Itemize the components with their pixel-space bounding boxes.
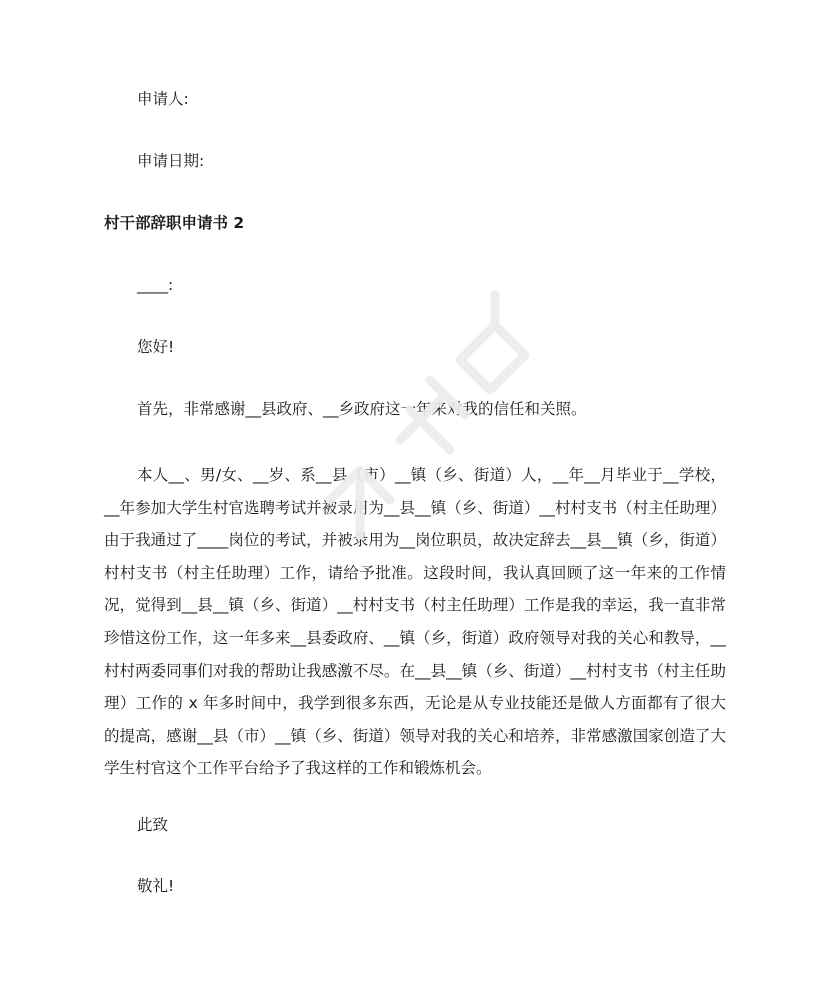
paragraph-thanks: 首先，非常感谢__县政府、__乡政府这一年来对我的信任和关照。: [137, 400, 587, 418]
document-title: 村干部辞职申请书 2: [104, 214, 245, 232]
paragraph-main-body: 本人__、男/女、__岁、系__县（市）__镇（乡、街道）人，__年__月毕业于__学校，__年参加大学生村官选聘考试并被录用为__县__镇（乡、街道）__村村支书（村主任助理）由于我通过了____岗位的考试，并被录用为__岗位职员，故决定辞去__县__镇（乡，街道）村村支书（村主任助理）工作，请给予批准。这段时间，我认真回顾了这一年来的工作情况，觉得到__县__镇（乡、街道）__村村支书（村主任助理）工作是我的幸运，我一直非常珍惜这份工作，这一年多来__县委政府、__镇（乡，街道）政府领导对我的关心和教导，__村村两委同事们对我的帮助让我感激不尽。在__县__镇（乡、街道）__村村支书（村主任助理）工作的 x 年多时间中，我学到很多东西，无论是从专业技能还是做人方面都有了很大的提高，感谢__县（市）__镇（乡、街道）领导对我的关心和培养，非常感激国家创造了大学生村官这个工作平台给予了我这样的工作和锻炼机会。: [104, 466, 726, 778]
greeting-line: 您好!: [137, 338, 175, 356]
salutation-line: ____:: [137, 276, 174, 294]
closing-cizhi: 此致: [137, 816, 169, 834]
closing-jingli: 敬礼!: [137, 877, 175, 895]
applicant-label: 申请人:: [137, 90, 189, 108]
application-date-label: 申请日期:: [137, 152, 205, 170]
